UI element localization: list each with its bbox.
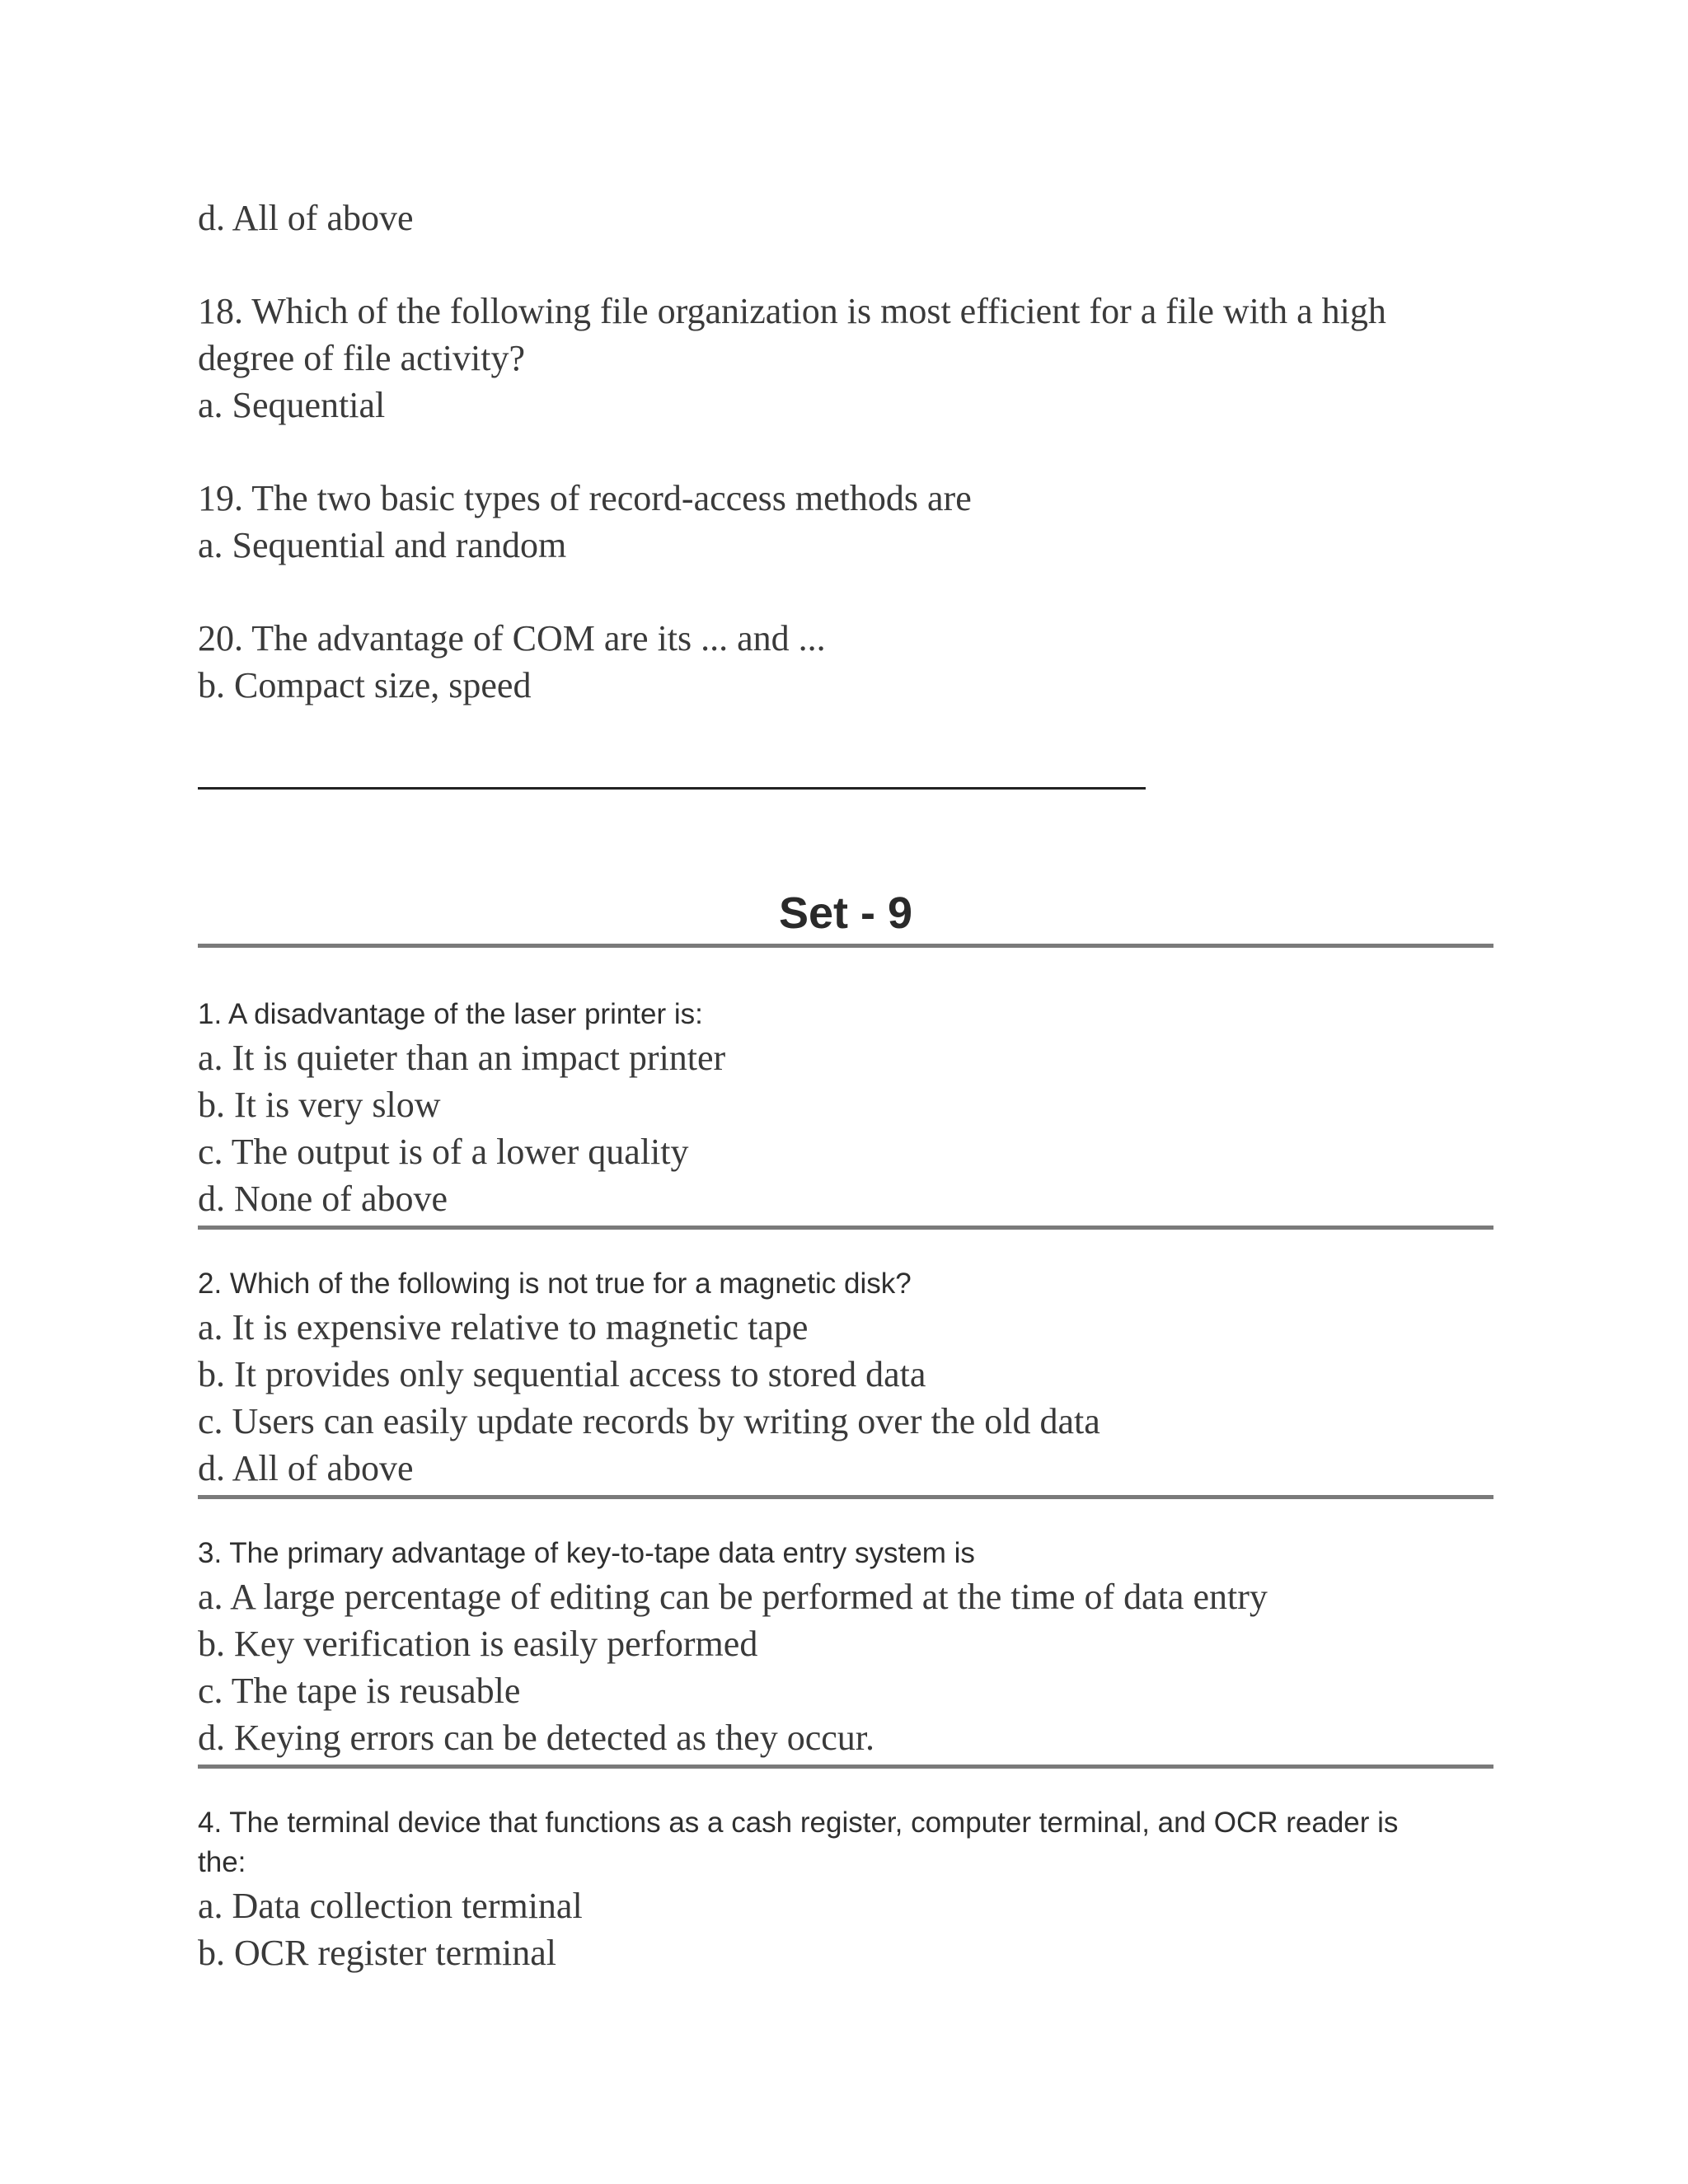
- question-text-line1: 4. The terminal device that functions as a cash register, computer terminal, and OCR reader is: [198, 1807, 1399, 1839]
- q20-answer: b. Compact size, speed: [198, 665, 532, 705]
- option-b: b. Key verification is easily performed: [198, 1624, 758, 1664]
- question-divider: [198, 1226, 1493, 1230]
- option-a: a. It is expensive relative to magnetic tape: [198, 1307, 809, 1347]
- q18-question-line2: degree of file activity?: [198, 338, 526, 378]
- q18-question-line1: 18. Which of the following file organization is most efficient for a file with a high: [198, 291, 1386, 331]
- q20-question: 20. The advantage of COM are its ... and ...: [198, 618, 826, 658]
- set-title: Set - 9: [778, 888, 913, 938]
- option-c: c. Users can easily update records by writing over the old data: [198, 1401, 1100, 1441]
- option-c: c. The output is of a lower quality: [198, 1132, 689, 1172]
- q18-answer: a. Sequential: [198, 385, 386, 425]
- option-a: a. Data collection terminal: [198, 1886, 583, 1926]
- option-b: b. It is very slow: [198, 1085, 441, 1125]
- option-d: d. None of above: [198, 1179, 448, 1219]
- option-d: d. Keying errors can be detected as they occur.: [198, 1718, 874, 1758]
- option-a: a. It is quieter than an impact printer: [198, 1038, 726, 1078]
- q17-option-d: d. All of above: [198, 198, 414, 238]
- set9-question-2: [198, 1264, 1500, 1492]
- option-c: c. The tape is reusable: [198, 1671, 521, 1711]
- q17-tail: [198, 194, 1500, 241]
- option-b: b. It provides only sequential access to stored data: [198, 1354, 926, 1394]
- question-divider: [198, 1495, 1493, 1499]
- option-d: d. All of above: [198, 1448, 414, 1488]
- title-underline: [198, 944, 1493, 948]
- question-divider: [198, 1765, 1493, 1769]
- section-divider: [198, 787, 1146, 790]
- question-19: [198, 475, 1500, 569]
- q19-answer: a. Sequential and random: [198, 525, 567, 565]
- question-text: 1. A disadvantage of the laser printer is:: [198, 998, 703, 1030]
- set9-question-3: [198, 1534, 1500, 1761]
- question-text: 2. Which of the following is not true for a magnetic disk?: [198, 1268, 912, 1300]
- question-20: [198, 615, 1500, 709]
- question-text: 3. The primary advantage of key-to-tape data entry system is: [198, 1537, 975, 1569]
- question-18: [198, 288, 1500, 429]
- option-b: b. OCR register terminal: [198, 1933, 557, 1973]
- question-text-line2: the:: [198, 1846, 246, 1878]
- q19-question: 19. The two basic types of record-access methods are: [198, 478, 972, 518]
- set9-question-4: [198, 1803, 1500, 1976]
- set9-question-1: [198, 995, 1500, 1222]
- option-a: a. A large percentage of editing can be performed at the time of data entry: [198, 1577, 1268, 1617]
